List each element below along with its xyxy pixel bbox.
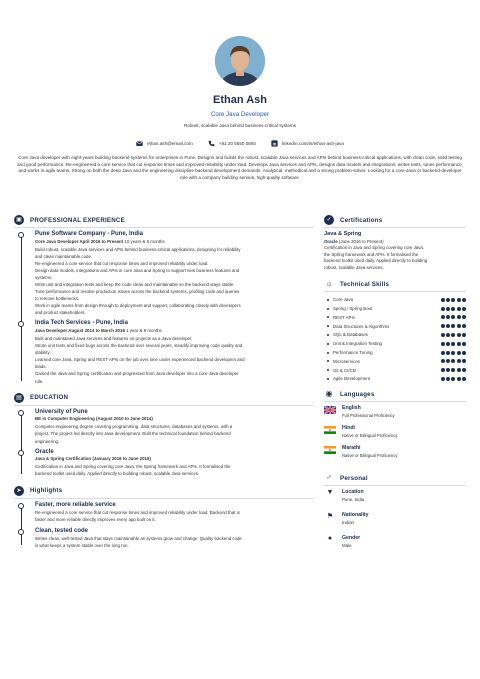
rating-dot xyxy=(457,333,461,337)
profile-summary: Core Java developer with eight years building backend systems for enterprises in Pune. Designs and builds the robust, scalable Java services and APIs behind business-critical applications, with clean code, solid testing and good performance. Re-engineered a core service that cut response times and improved reliability under load. Develops Java services and APIs, designs data models and integrations, writes tests, tunes performance, and works in agile teams. Strong on both the deep Java and the engineering discipline backend development demands. Analytical, methodical and a strong problem-solver. Looking for a core-Java or backend-developer role with a company building serious, high-quality software. xyxy=(17,155,463,180)
rating-dot xyxy=(457,377,461,381)
rating-dot xyxy=(451,351,455,355)
certification-description xyxy=(324,245,466,271)
description-line: Certification in Java and Spring covering core Java, xyxy=(324,245,425,250)
section-title: EDUCATION xyxy=(30,394,69,402)
skill-row xyxy=(324,348,466,357)
description-line: backend toolkit used daily. Applied directly to building robust, scalable Java services. xyxy=(35,471,200,477)
skill-row xyxy=(324,339,466,348)
rating-dot xyxy=(462,342,466,346)
rating-dot xyxy=(441,333,445,337)
rating-dot xyxy=(446,324,450,328)
section-title: Certifications xyxy=(340,216,383,224)
contact-linkedin[interactable] xyxy=(271,138,344,148)
rating-dot xyxy=(446,298,450,302)
highlight-entry xyxy=(35,502,314,524)
skill-rating xyxy=(441,315,466,319)
rating-dot xyxy=(441,324,445,328)
section-title: Personal xyxy=(340,474,368,482)
language-level: Native or Bilingual Proficiency xyxy=(342,453,398,459)
rating-dot xyxy=(457,324,461,328)
timeline-dot xyxy=(18,529,24,535)
certification-issuer: Oracle (June 2016 to Present) xyxy=(324,239,384,244)
section-title: Languages xyxy=(340,390,375,398)
description-line: stability. xyxy=(35,350,51,356)
left-column xyxy=(14,213,314,553)
rating-dot xyxy=(451,359,455,363)
rating-dot xyxy=(451,368,455,372)
company-name: India Tech Services - Pune, India xyxy=(35,320,128,327)
phone-icon xyxy=(208,140,215,147)
personal-label: Location xyxy=(342,489,364,496)
degree-line: BE in Computer Engineering (August 2010 to June 2014) xyxy=(35,416,153,422)
language-level: Native or Bilingual Proficiency xyxy=(342,433,398,439)
position-line xyxy=(35,328,314,333)
skill-rating xyxy=(441,333,466,337)
rating-dot xyxy=(451,315,455,319)
rating-dot xyxy=(457,359,461,363)
skill-rating xyxy=(441,324,466,328)
description-line: Design data models, integrations and APIs in core Java and Spring to support new business features and xyxy=(35,267,240,273)
duration-text: 1 year & 8 months xyxy=(126,327,162,333)
uk-flag-icon xyxy=(324,406,336,414)
experience-header xyxy=(14,213,314,228)
rating-dot xyxy=(457,342,461,346)
svg-text:in: in xyxy=(272,140,277,146)
company-name: Pune Software Company - Pune, India xyxy=(35,231,144,237)
highlight-title: Faster, more reliable service xyxy=(35,501,116,508)
rating-dot xyxy=(457,368,461,372)
description-line: Wrote unit tests and fixed bugs across the backend over several years, steadily improving code quality and xyxy=(35,343,243,349)
description-line: Write unit and integration tests and keep the code clean and maintainable so the backend stays stable. xyxy=(35,281,235,287)
skill-name: Microservices xyxy=(333,358,360,364)
right-column xyxy=(324,213,466,558)
description-line: Build robust, scalable Java services and APIs behind business-critical applications, designing for reliability xyxy=(35,246,241,252)
position-title: Core Java Developer April 2016 to Present xyxy=(35,238,124,244)
rating-dot xyxy=(457,351,461,355)
position-line xyxy=(35,239,314,244)
skill-name: Agile Development xyxy=(333,376,370,382)
language-text xyxy=(342,425,397,438)
timeline-dot xyxy=(18,321,24,327)
experience-entry xyxy=(35,320,314,384)
contact-email[interactable] xyxy=(136,138,193,148)
rating-dot xyxy=(462,351,466,355)
language-level: Full Professional Proficiency xyxy=(342,413,395,419)
rating-dot xyxy=(462,333,466,337)
highlight-title: Clean, tested code xyxy=(35,527,89,534)
description-line: to remove bottlenecks. xyxy=(35,296,80,302)
personal-header xyxy=(324,471,466,486)
skill-name: Data Structures & Algorithms xyxy=(333,323,390,329)
language-text xyxy=(342,405,395,418)
profile-photo xyxy=(215,36,265,86)
email-icon xyxy=(136,140,143,147)
contact-phone[interactable] xyxy=(208,138,256,148)
education-timeline xyxy=(14,409,314,478)
skill-name: REST APIs xyxy=(333,314,355,320)
description-line: Re-engineered a core service that cut response times and improved reliability under load. xyxy=(35,260,209,266)
description-line: Built and maintained Java services and features on projects as a Java developer. xyxy=(35,335,193,341)
skill-row xyxy=(324,357,466,366)
location-pin-icon: ▼ xyxy=(326,489,334,497)
rating-dot xyxy=(451,298,455,302)
book-icon: ▤ xyxy=(14,393,24,403)
skill-rating xyxy=(441,377,466,381)
skill-row xyxy=(324,304,466,313)
language-text xyxy=(342,445,397,458)
education-entry xyxy=(35,449,314,478)
highlights-header xyxy=(14,484,314,499)
rating-dot xyxy=(462,368,466,372)
description-line: engineering. xyxy=(35,438,60,444)
skill-name: SQL & Databases xyxy=(333,332,368,338)
description-line: robust, scalable Java services. xyxy=(324,264,384,270)
description-line: faster and more reliable directly improves every app built on it. xyxy=(35,517,156,523)
description-line: the Spring framework and APIs. It formalised the xyxy=(324,251,419,257)
languages-list xyxy=(324,405,466,465)
rating-dot xyxy=(462,359,466,363)
contact-bar xyxy=(0,138,480,148)
person-icon: ● xyxy=(327,535,333,543)
certification-name: Java & Spring xyxy=(324,231,362,237)
rating-dot xyxy=(457,315,461,319)
rating-dot xyxy=(446,333,450,337)
skills-header xyxy=(324,277,466,292)
skill-row xyxy=(324,295,466,304)
personal-row xyxy=(324,489,466,512)
skill-name: Spring / Spring Boot xyxy=(333,306,373,312)
rating-dot xyxy=(451,342,455,346)
email-text: ethan.ash@email.com xyxy=(146,140,193,146)
education-entry xyxy=(35,409,314,445)
skill-row xyxy=(324,322,466,331)
personal-row xyxy=(324,512,466,535)
certificate-icon: ✓ xyxy=(324,215,334,225)
description-line: leads. xyxy=(35,364,47,370)
section-title: Technical Skills xyxy=(340,280,390,288)
description-line: Writes clean, well-tested Java that stays maintainable as systems grow and change. Quality backend code xyxy=(35,536,242,542)
candidate-name: Ethan Ash xyxy=(213,94,267,106)
rating-dot xyxy=(441,298,445,302)
bullet xyxy=(327,369,329,371)
description-line: is what keeps a system stable over the long run. xyxy=(35,543,129,549)
globe-icon: ◉ xyxy=(325,389,333,399)
position-title: Java Developer August 2014 to March 2016 xyxy=(35,327,125,333)
language-name: English xyxy=(342,405,361,412)
rocket-icon: ➤ xyxy=(14,486,24,496)
bullet xyxy=(327,360,329,362)
personal-label: Nationality xyxy=(342,512,369,519)
rating-dot xyxy=(462,307,466,311)
bullet xyxy=(327,299,329,301)
duration-text: 10 years & 6 months xyxy=(124,238,165,244)
skill-name: Core Java xyxy=(333,297,354,303)
rating-dot xyxy=(441,359,445,363)
flag-icon: ⚑ xyxy=(326,513,334,521)
bullet xyxy=(327,316,329,318)
timeline-dot xyxy=(18,232,24,238)
skill-rating xyxy=(441,307,466,311)
rating-dot xyxy=(446,368,450,372)
skill-rating xyxy=(441,298,466,302)
language-row xyxy=(324,425,466,445)
rating-dot xyxy=(441,307,445,311)
rating-dot xyxy=(446,359,450,363)
skill-rating xyxy=(441,359,466,363)
tagline: Robust, scalable Java behind business-critical systems xyxy=(183,123,297,128)
personal-label: Gender xyxy=(342,535,361,542)
description-line: Work in agile teams from design through to deployment and support, collaborating closely with developers xyxy=(35,303,241,309)
description-line: Computer engineering degree covering programming, data structures, databases and systems, with a xyxy=(35,424,233,430)
india-flag-icon xyxy=(324,426,336,434)
rating-dot xyxy=(451,307,455,311)
rating-dot xyxy=(457,307,461,311)
linkedin-icon xyxy=(271,140,278,147)
description-line: Tune performance and resolve production issues across the backend systems, profiling code and queries xyxy=(35,289,240,295)
rating-dot xyxy=(462,324,466,328)
experience-timeline xyxy=(14,231,314,385)
description-line: role. xyxy=(35,378,44,384)
personal-value: Male xyxy=(342,543,352,549)
personal-value: Indian xyxy=(342,520,354,526)
bullet xyxy=(327,334,329,336)
briefcase-icon: ▣ xyxy=(14,215,24,225)
bullet xyxy=(327,308,329,310)
personal-text xyxy=(342,535,360,548)
highlight-entry xyxy=(35,528,314,550)
skill-row xyxy=(324,366,466,375)
linkedin-text: linkedin.com/in/ethan-ash-java xyxy=(281,140,344,146)
personal-value: Pune, India xyxy=(342,497,365,503)
rating-dot xyxy=(446,342,450,346)
skills-list xyxy=(324,295,466,383)
rating-dot xyxy=(462,315,466,319)
personal-text xyxy=(342,489,364,502)
description-line: Certification in Java and Spring covering core Java, the Spring framework and APIs. It formalised the xyxy=(35,464,231,470)
personal-row xyxy=(324,535,466,558)
skill-name: Git & CI/CD xyxy=(333,367,356,373)
school-name: University of Pune xyxy=(35,408,88,415)
rating-dot xyxy=(441,342,445,346)
description-line: and product stakeholders. xyxy=(35,310,86,316)
section-title: PROFESSIONAL EXPERIENCE xyxy=(30,216,125,224)
language-row xyxy=(324,445,466,465)
rating-dot xyxy=(451,324,455,328)
rating-dot xyxy=(446,351,450,355)
bullet xyxy=(327,352,329,354)
skill-row xyxy=(324,375,466,384)
rating-dot xyxy=(441,368,445,372)
degree-line: Java & Spring Certification (January 2016 to June 2016) xyxy=(35,456,151,462)
school-name: Oracle xyxy=(35,448,54,455)
language-name: Hindi xyxy=(342,425,355,432)
description-line: systems. xyxy=(35,274,53,280)
bullet xyxy=(327,325,329,327)
personal-text xyxy=(342,512,369,525)
education-header xyxy=(14,391,314,406)
certifications-header xyxy=(324,213,466,228)
skill-row xyxy=(324,331,466,340)
skill-name: Unit & Integration Testing xyxy=(333,341,382,347)
skill-rating xyxy=(441,351,466,355)
timeline-dot xyxy=(18,410,24,416)
description-line: Learned core Java, Spring and REST APIs on the job over time under experienced backend developers and xyxy=(35,357,245,363)
rating-dot xyxy=(446,307,450,311)
rating-dot xyxy=(441,377,445,381)
rating-dot xyxy=(446,315,450,319)
description-line: and clean maintainable code. xyxy=(35,253,93,259)
description-line: Re-engineered a core service that cut response times and improved reliability under load. Backend that is xyxy=(35,510,240,516)
rating-dot xyxy=(441,351,445,355)
phone-text: +91 20 5550 0894 xyxy=(218,140,256,146)
language-row xyxy=(324,405,466,425)
personal-list xyxy=(324,489,466,558)
rating-dot xyxy=(451,333,455,337)
skill-name: Performance Tuning xyxy=(333,350,373,356)
skill-rating xyxy=(441,342,466,346)
bullet xyxy=(327,378,329,380)
rating-dot xyxy=(441,315,445,319)
skill-row xyxy=(324,313,466,322)
gender-icon: ♂ xyxy=(326,473,332,483)
description-line: backend toolkit used daily. Applied directly to building xyxy=(324,258,428,264)
india-flag-icon xyxy=(324,446,336,454)
bullet xyxy=(327,343,329,345)
experience-entry xyxy=(35,231,314,316)
skill-rating xyxy=(441,368,466,372)
rating-dot xyxy=(462,298,466,302)
timeline-dot xyxy=(18,503,24,509)
language-name: Marathi xyxy=(342,445,361,452)
highlights-timeline xyxy=(14,502,314,550)
lightbulb-icon: ☼ xyxy=(325,279,333,289)
section-title: Highlights xyxy=(30,487,63,495)
job-title: Core Java Developer xyxy=(210,111,270,118)
description-line: project. The project led directly into Java development. Built the technical foundation behind backend xyxy=(35,431,231,437)
rating-dot xyxy=(462,377,466,381)
rating-dot xyxy=(457,298,461,302)
rating-dot xyxy=(451,377,455,381)
rating-dot xyxy=(446,377,450,381)
timeline-dot xyxy=(18,450,24,456)
languages-header xyxy=(324,387,466,402)
description-line: Gained the Java and Spring certification and progressed from Java developer into a core-Java developer xyxy=(35,371,239,377)
